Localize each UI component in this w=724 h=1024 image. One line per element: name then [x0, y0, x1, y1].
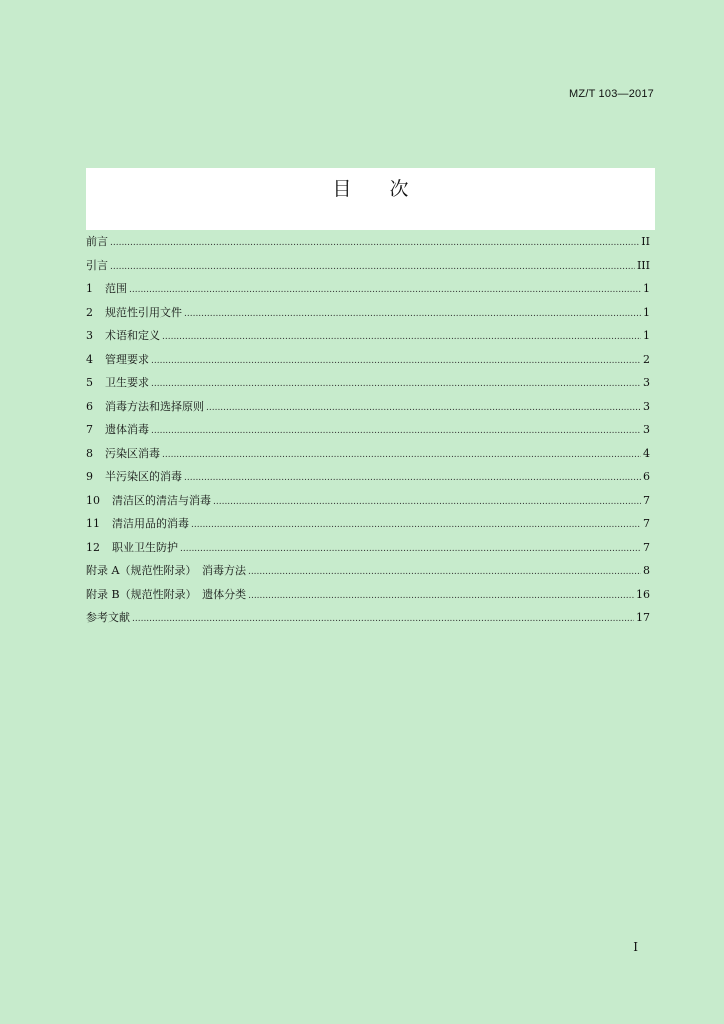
toc-label: 消毒方法和选择原则 [105, 399, 204, 413]
standard-code: MZ/T 103—2017 [569, 88, 654, 100]
toc-page-number: III [636, 258, 650, 272]
toc-leader-dots [162, 324, 641, 350]
toc-entry-appendix-b[interactable] [86, 583, 650, 607]
toc-section-number: 2 [86, 305, 93, 319]
toc-leader-dots [110, 230, 639, 256]
toc-entry-5[interactable] [86, 371, 650, 395]
toc-entry-6[interactable] [86, 395, 650, 419]
toc-leader-dots [180, 536, 641, 562]
toc-entry-4[interactable] [86, 348, 650, 372]
toc-page-number: 3 [643, 423, 650, 436]
toc-leader-dots [206, 395, 641, 421]
toc-entry-10[interactable] [86, 489, 650, 513]
toc-label: 参考文献 [86, 611, 130, 624]
toc-entry-3[interactable] [86, 324, 650, 348]
toc-leader-dots [151, 418, 641, 444]
toc-leader-dots [132, 606, 634, 632]
toc-entry-references[interactable] [86, 606, 650, 630]
toc-label: 附录 B（规范性附录） 遗体分类 [86, 587, 247, 601]
toc-label: 遗体消毒 [105, 423, 149, 436]
toc-leader-dots [248, 583, 634, 609]
toc-entry-appendix-a[interactable] [86, 559, 650, 583]
toc-page-number: 17 [636, 611, 650, 624]
toc-section-number: 11 [86, 517, 100, 530]
toc-leader-dots [151, 348, 641, 374]
toc-entry-introduction[interactable] [86, 254, 650, 278]
title-box [86, 168, 655, 230]
toc-page-number: 7 [643, 493, 650, 507]
toc-entry-preface[interactable] [86, 230, 650, 254]
toc-leader-dots [248, 559, 641, 585]
toc-section-number: 3 [86, 329, 93, 342]
toc-page-number: 7 [643, 517, 650, 530]
toc-label: 半污染区的消毒 [105, 470, 182, 483]
toc-leader-dots [151, 371, 641, 397]
toc-entry-11[interactable] [86, 512, 650, 536]
toc-leader-dots [213, 489, 641, 515]
toc-leader-dots [110, 254, 635, 280]
toc-page-number: 1 [643, 282, 650, 295]
toc-page-number: II [641, 235, 650, 248]
toc-entry-2[interactable] [86, 301, 650, 325]
toc-page-number: 2 [643, 352, 650, 366]
toc-section-number: 12 [86, 540, 100, 554]
toc-page-number: 1 [643, 329, 650, 342]
toc-page-number: 4 [643, 446, 650, 460]
toc-page-number: 7 [643, 540, 650, 554]
toc-entry-8[interactable] [86, 442, 650, 466]
toc-label: 管理要求 [105, 352, 149, 366]
toc-label: 附录 A（规范性附录） 消毒方法 [86, 564, 246, 577]
page-number: I [633, 940, 638, 954]
toc-leader-dots [184, 465, 641, 491]
toc-section-number: 10 [86, 493, 100, 507]
toc-label: 清洁区的清洁与消毒 [112, 493, 211, 507]
toc-page-number: 16 [636, 587, 650, 601]
toc-page-number: 3 [643, 399, 650, 413]
toc-page-number: 1 [643, 305, 650, 319]
toc-label: 术语和定义 [105, 329, 160, 342]
page-title: 目 次 [332, 178, 409, 200]
toc-entry-1[interactable] [86, 277, 650, 301]
toc-label: 污染区消毒 [105, 446, 160, 460]
toc-label: 职业卫生防护 [112, 540, 178, 554]
toc-entry-7[interactable] [86, 418, 650, 442]
toc-page-number: 8 [643, 564, 650, 577]
toc-entry-9[interactable] [86, 465, 650, 489]
toc-leader-dots [129, 277, 641, 303]
toc-label: 卫生要求 [105, 376, 149, 389]
toc-section-number: 7 [86, 423, 93, 436]
toc-entry-12[interactable] [86, 536, 650, 560]
toc-label: 引言 [86, 258, 108, 272]
toc-section-number: 9 [86, 470, 93, 483]
toc-page-number: 6 [643, 470, 650, 483]
toc-leader-dots [184, 301, 641, 327]
toc-section-number: 6 [86, 399, 93, 413]
toc-section-number: 1 [86, 282, 93, 295]
table-of-contents [86, 230, 650, 630]
toc-leader-dots [162, 442, 641, 468]
toc-leader-dots [191, 512, 641, 538]
toc-page-number: 3 [643, 376, 650, 389]
toc-section-number: 5 [86, 376, 93, 389]
toc-label: 范围 [105, 282, 127, 295]
toc-section-number: 8 [86, 446, 93, 460]
toc-label: 规范性引用文件 [105, 305, 182, 319]
toc-label: 清洁用品的消毒 [112, 517, 189, 530]
toc-label: 前言 [86, 235, 108, 248]
toc-section-number: 4 [86, 352, 93, 366]
